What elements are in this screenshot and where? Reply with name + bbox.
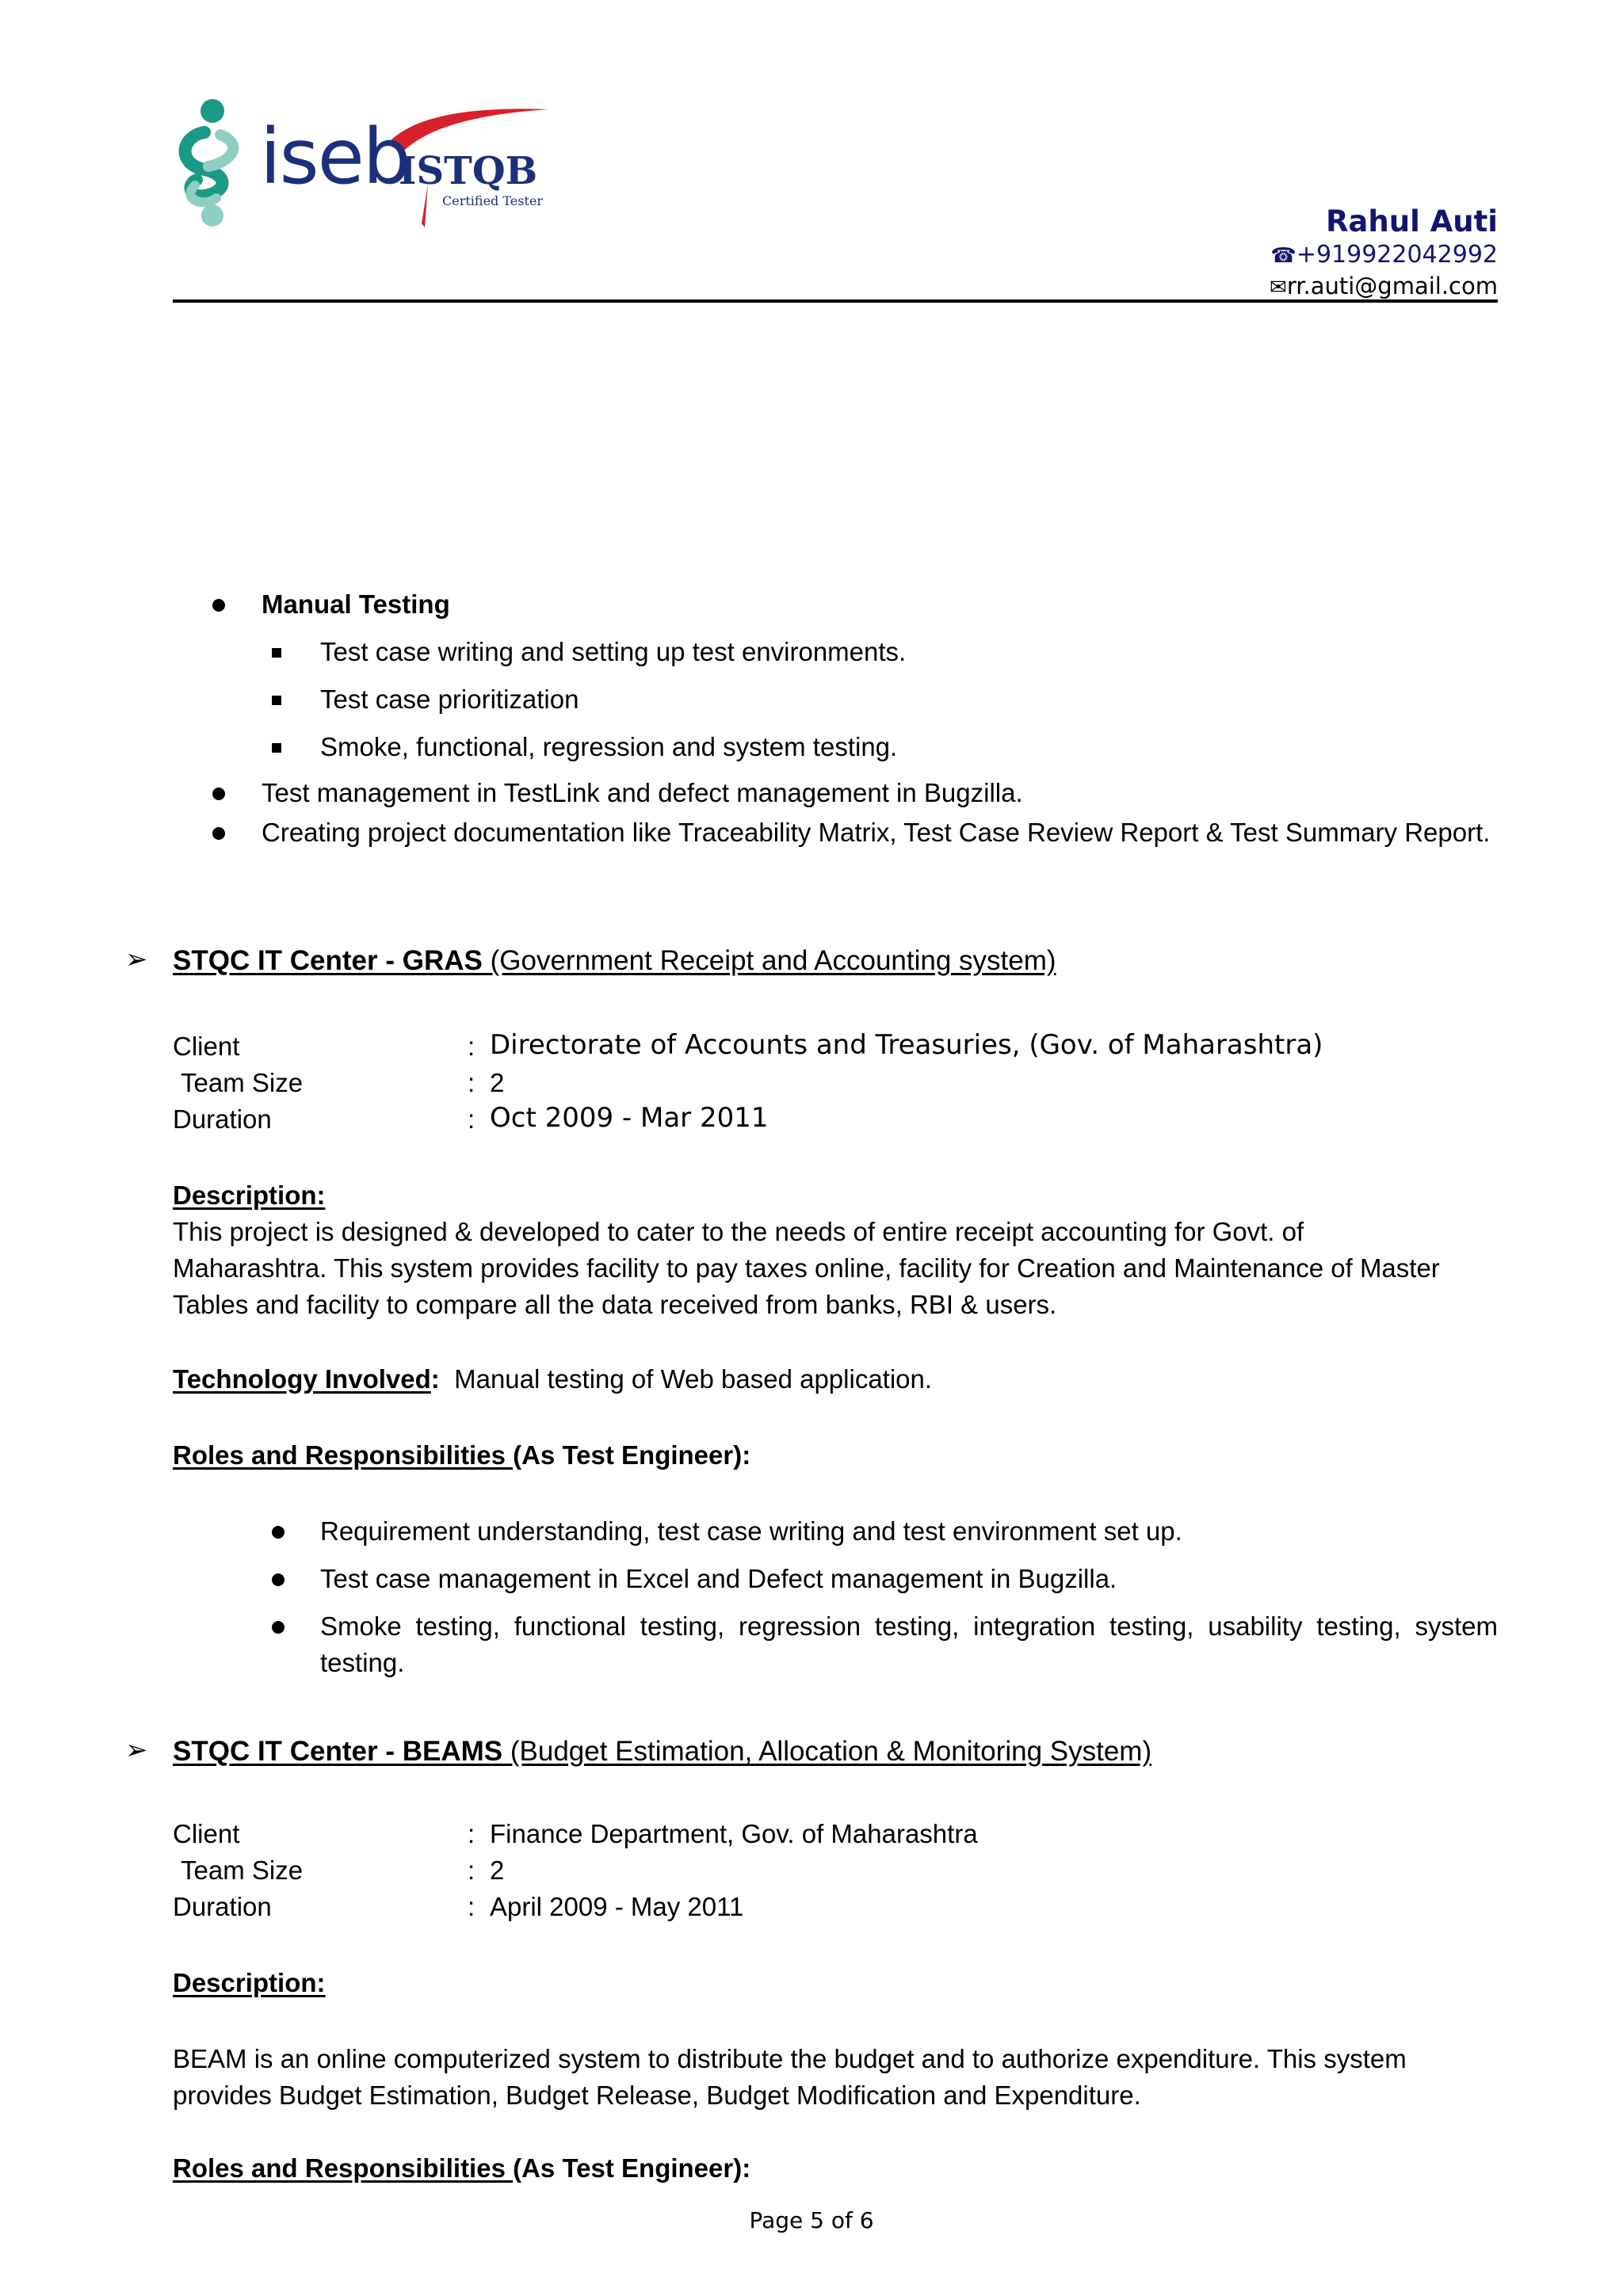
roles-heading <box>173 2150 750 2187</box>
bullet-icon <box>212 827 225 840</box>
arrow-bullet-icon: ➢ <box>125 1735 148 1765</box>
duration-label: Duration <box>173 1104 272 1134</box>
colon: : <box>468 1104 475 1134</box>
sub-item: Smoke, functional, regression and system testing. <box>320 732 898 761</box>
square-bullet-icon <box>272 648 281 658</box>
iseb-istqb-logo <box>173 97 561 231</box>
logo-certified-text: Certified Tester <box>442 193 544 208</box>
duration-value: April 2009 - May 2011 <box>490 1892 744 1921</box>
roles-label: Roles and Responsibilities <box>173 1440 514 1470</box>
client-value: Finance Department, Gov. of Maharashtra <box>490 1819 978 1848</box>
manual-testing-heading: Manual Testing <box>262 589 450 619</box>
bullet-icon <box>212 599 225 612</box>
duration-label: Duration <box>173 1892 272 1921</box>
team-size-value: 2 <box>490 1068 505 1097</box>
role-item: Requirement understanding, test case writing and test environment set up. <box>320 1516 1182 1546</box>
phone-number: +919922042992 <box>1296 241 1498 269</box>
list-item: Creating project documentation like Traceability Matrix, Test Case Review Report & Test Summary Report. <box>262 818 1491 847</box>
square-bullet-icon <box>272 743 281 753</box>
client-label: Client <box>173 1819 240 1848</box>
phone-icon: ☎ <box>1270 244 1296 268</box>
duration-value: Oct 2009 - Mar 2011 <box>490 1102 769 1134</box>
project-title-beams <box>173 1733 1151 1770</box>
project-title-gras <box>173 943 1056 979</box>
client-value: Directorate of Accounts and Treasuries, (Gov. of Maharashtra) <box>490 1029 1323 1061</box>
team-size-label: Team Size <box>181 1068 304 1097</box>
logo-istqb-text: ISTQB <box>399 149 538 193</box>
bullet-icon <box>272 1526 285 1539</box>
page-number: Page 5 of 6 <box>749 2207 874 2233</box>
bullet-icon <box>272 1573 285 1586</box>
description-text: This project is designed & developed to cater to the needs of entire receipt accounting for Govt. of Maharashtra. This system provides facility to pay taxes online, facility for Creation and Maintenance of Master Tables and facility to compare all the data received from banks, RBI & users. <box>173 1217 1440 1319</box>
bullet-icon <box>212 788 225 800</box>
technology-value: Manual testing of Web based application. <box>454 1364 933 1394</box>
candidate-name: Rahul Auti <box>1325 204 1498 238</box>
envelope-icon: ✉ <box>1270 276 1287 299</box>
bullet-icon <box>272 1621 285 1634</box>
sub-item: Test case writing and setting up test environments. <box>320 637 907 666</box>
phone-line <box>1270 241 1498 269</box>
colon: : <box>468 1892 475 1921</box>
colon: : <box>468 1855 475 1885</box>
project-title-bold: STQC IT Center - GRAS <box>173 945 483 976</box>
description-heading: Description: <box>173 1968 326 1997</box>
description-heading: Description: <box>173 1180 326 1210</box>
technology-label: Technology Involved <box>173 1364 431 1394</box>
roles-suffix: (As Test Engineer): <box>513 1440 751 1470</box>
sub-item: Test case prioritization <box>320 685 579 714</box>
colon: : <box>468 1068 475 1097</box>
arrow-bullet-icon: ➢ <box>125 944 148 974</box>
role-item: Test case management in Excel and Defect management in Bugzilla. <box>320 1564 1117 1593</box>
team-size-label: Team Size <box>181 1855 304 1885</box>
square-bullet-icon <box>272 696 281 705</box>
roles-heading <box>173 1437 750 1474</box>
header-divider <box>173 299 1498 303</box>
project-title-rest: (Budget Estimation, Allocation & Monitoring System) <box>502 1736 1152 1767</box>
description-text: BEAM is an online computerized system to distribute the budget and to authorize expenditure. This system provides Budget Estimation, Budget Release, Budget Modification and Expenditure. <box>173 2044 1407 2110</box>
logo-iseb-text: iseb <box>260 113 410 201</box>
roles-suffix: (As Test Engineer): <box>513 2153 751 2183</box>
list-item: Test management in TestLink and defect management in Bugzilla. <box>262 778 1023 807</box>
team-size-value: 2 <box>490 1855 505 1885</box>
colon: : <box>468 1819 475 1848</box>
technology-line: Technology Involved: Manual testing of Web based application. <box>173 1364 933 1394</box>
client-label: Client <box>173 1032 240 1061</box>
email-line <box>1270 273 1498 299</box>
colon: : <box>468 1032 475 1061</box>
roles-label: Roles and Responsibilities <box>173 2153 514 2183</box>
project-title-rest: (Government Receipt and Accounting system) <box>482 945 1056 976</box>
project-title-bold: STQC IT Center - BEAMS <box>173 1736 503 1767</box>
role-item: Smoke testing, functional testing, regression testing, integration testing, usability testing, system testing. <box>320 1611 1498 1677</box>
email-address: rr.auti@gmail.com <box>1286 273 1498 299</box>
